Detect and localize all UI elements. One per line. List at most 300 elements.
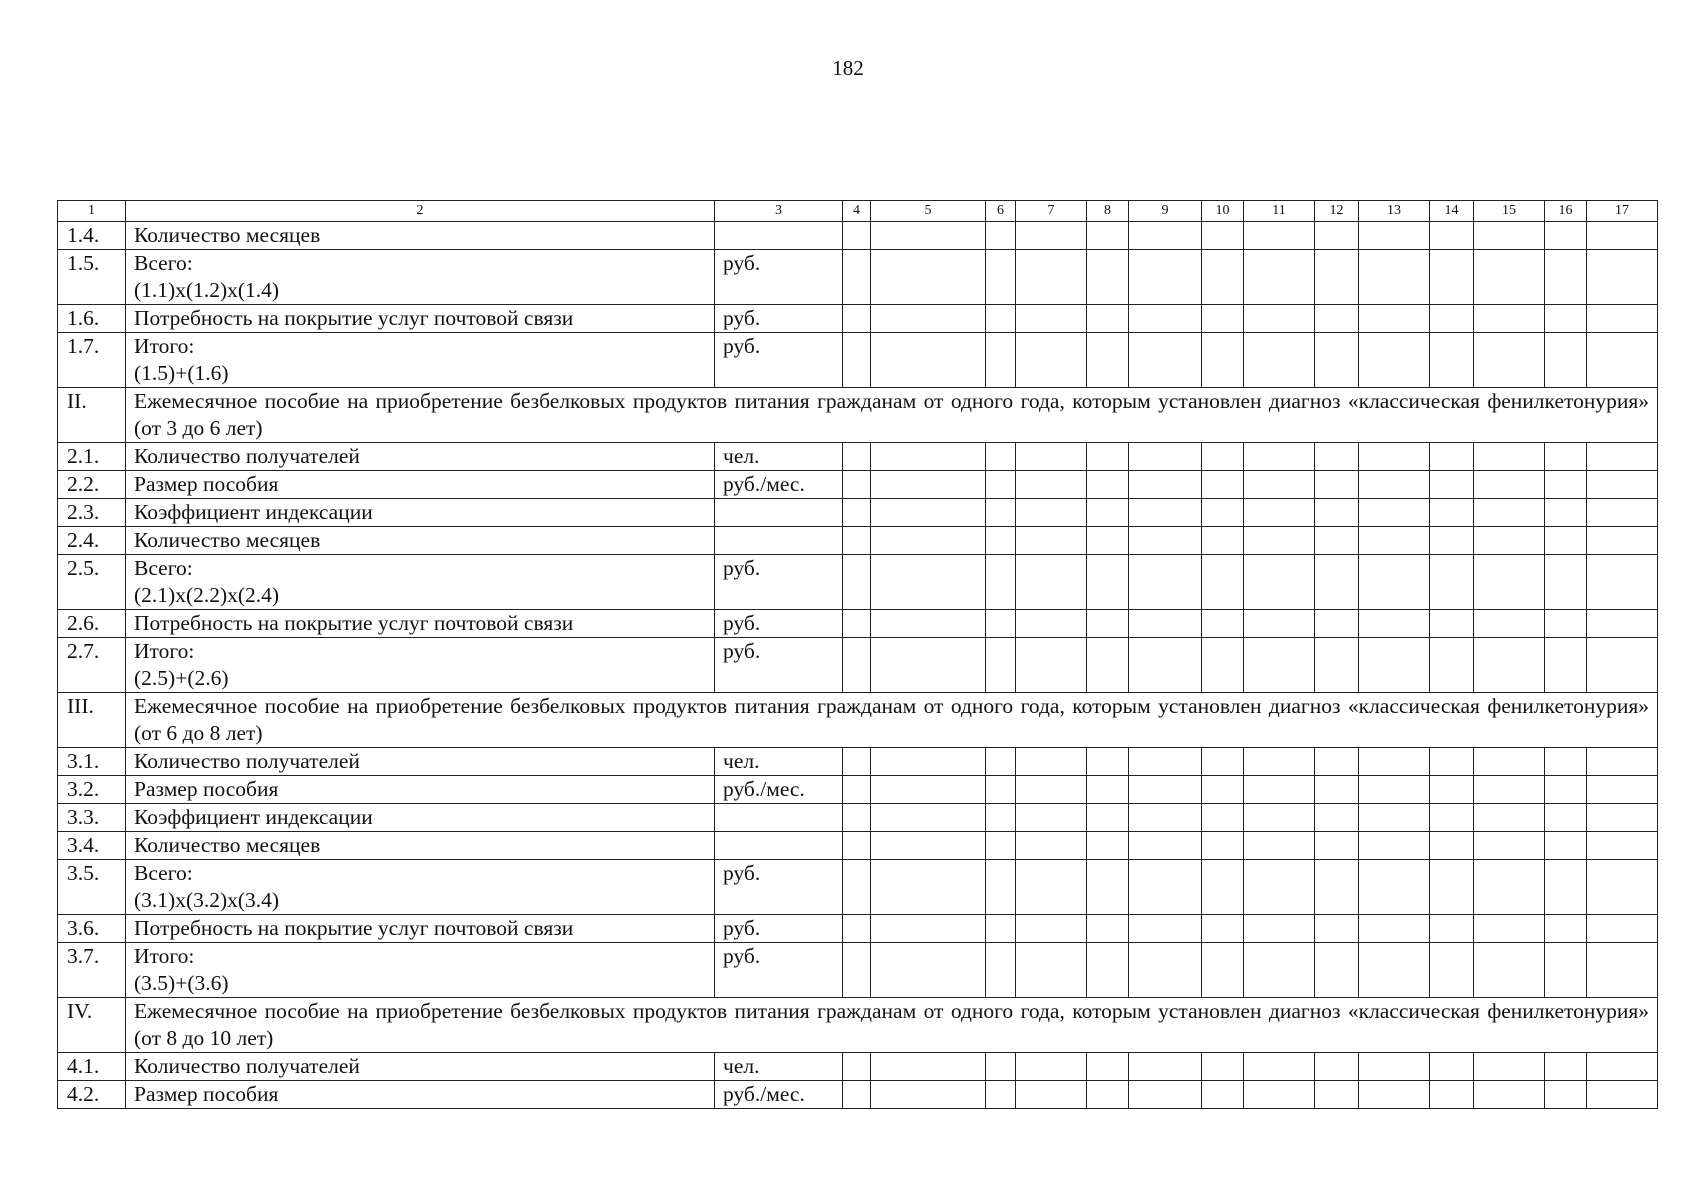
table-row: [58, 776, 1658, 804]
table-row: [58, 250, 1658, 305]
table-row: [58, 305, 1658, 333]
value-cell: [1202, 527, 1244, 555]
value-cell: [1016, 776, 1087, 804]
value-cell: [1129, 804, 1202, 832]
value-cell: [1359, 305, 1430, 333]
value-cell: [843, 748, 871, 776]
value-cell: [1430, 860, 1474, 915]
section-row: [58, 998, 1658, 1053]
table-row: [58, 638, 1658, 693]
unit-cell: руб.: [715, 915, 843, 943]
indicator-name: [126, 748, 715, 776]
value-cell: [1087, 748, 1129, 776]
value-cell: [871, 527, 986, 555]
value-cell: [871, 748, 986, 776]
value-cell: [1359, 333, 1430, 388]
unit-cell: руб.: [715, 860, 843, 915]
value-cell: [1359, 471, 1430, 499]
value-cell: [843, 527, 871, 555]
value-cell: [1587, 748, 1658, 776]
value-cell: [1359, 1081, 1430, 1109]
value-cell: [1244, 610, 1315, 638]
value-cell: [1430, 804, 1474, 832]
value-cell: [1315, 860, 1359, 915]
column-number: 17: [1587, 201, 1658, 222]
value-cell: [1545, 250, 1587, 305]
value-cell: [1202, 943, 1244, 998]
value-cell: [1359, 610, 1430, 638]
value-cell: [1430, 610, 1474, 638]
value-cell: [1545, 610, 1587, 638]
value-cell: [1359, 222, 1430, 250]
value-cell: [1087, 1081, 1129, 1109]
row-number: 1.6.: [58, 305, 126, 333]
value-cell: [1244, 748, 1315, 776]
value-cell: [1129, 305, 1202, 333]
value-cell: [1430, 527, 1474, 555]
indicator-label: Итого:: [134, 334, 195, 358]
value-cell: [843, 832, 871, 860]
value-cell: [986, 499, 1016, 527]
value-cell: [1016, 860, 1087, 915]
table-row: [58, 333, 1658, 388]
value-cell: [1087, 943, 1129, 998]
column-number: 3: [715, 201, 843, 222]
value-cell: [1359, 250, 1430, 305]
value-cell: [871, 499, 986, 527]
value-cell: [1244, 943, 1315, 998]
value-cell: [1545, 222, 1587, 250]
row-number: 2.6.: [58, 610, 126, 638]
value-cell: [1087, 499, 1129, 527]
budget-table: [57, 200, 1658, 1109]
value-cell: [1430, 832, 1474, 860]
indicator-name: [126, 1053, 715, 1081]
value-cell: [1315, 638, 1359, 693]
value-cell: [1244, 222, 1315, 250]
value-cell: [1430, 776, 1474, 804]
value-cell: [1587, 943, 1658, 998]
value-cell: [1315, 943, 1359, 998]
value-cell: [986, 527, 1016, 555]
row-number: 2.7.: [58, 638, 126, 693]
value-cell: [1129, 776, 1202, 804]
column-number: 10: [1202, 201, 1244, 222]
row-number: II.: [58, 388, 126, 443]
value-cell: [1202, 638, 1244, 693]
value-cell: [1087, 1053, 1129, 1081]
value-cell: [1129, 555, 1202, 610]
value-cell: [1474, 305, 1545, 333]
indicator-name: [126, 860, 715, 915]
value-cell: [1129, 333, 1202, 388]
column-number: 13: [1359, 201, 1430, 222]
value-cell: [1016, 333, 1087, 388]
value-cell: [1474, 555, 1545, 610]
value-cell: [1202, 915, 1244, 943]
value-cell: [986, 1081, 1016, 1109]
value-cell: [1474, 776, 1545, 804]
value-cell: [1430, 333, 1474, 388]
value-cell: [1430, 1053, 1474, 1081]
value-cell: [1202, 804, 1244, 832]
value-cell: [1202, 471, 1244, 499]
table-row: [58, 610, 1658, 638]
value-cell: [1202, 860, 1244, 915]
value-cell: [1202, 1053, 1244, 1081]
value-cell: [1545, 776, 1587, 804]
value-cell: [843, 943, 871, 998]
indicator-label: Итого:: [134, 944, 195, 968]
indicator-formula: (1.1)х(1.2)х(1.4): [134, 278, 280, 302]
indicator-name: [126, 943, 715, 998]
value-cell: [1202, 555, 1244, 610]
indicator-label: Количество месяцев: [134, 223, 321, 247]
value-cell: [1359, 804, 1430, 832]
value-cell: [1129, 1053, 1202, 1081]
value-cell: [1087, 776, 1129, 804]
value-cell: [1315, 776, 1359, 804]
value-cell: [1315, 610, 1359, 638]
row-number: 2.5.: [58, 555, 126, 610]
column-number: 5: [871, 201, 986, 222]
value-cell: [1315, 333, 1359, 388]
value-cell: [1315, 832, 1359, 860]
value-cell: [986, 443, 1016, 471]
indicator-label: Коэффициент индексации: [134, 500, 373, 524]
row-number: 3.3.: [58, 804, 126, 832]
value-cell: [1545, 471, 1587, 499]
row-number: 3.4.: [58, 832, 126, 860]
column-number: 12: [1315, 201, 1359, 222]
value-cell: [1315, 222, 1359, 250]
value-cell: [1244, 250, 1315, 305]
value-cell: [986, 305, 1016, 333]
value-cell: [1545, 638, 1587, 693]
indicator-name: [126, 499, 715, 527]
unit-cell: руб.: [715, 250, 843, 305]
value-cell: [1474, 860, 1545, 915]
value-cell: [1016, 610, 1087, 638]
value-cell: [871, 333, 986, 388]
value-cell: [1129, 915, 1202, 943]
value-cell: [1129, 832, 1202, 860]
value-cell: [1587, 915, 1658, 943]
value-cell: [1545, 832, 1587, 860]
indicator-name: [126, 333, 715, 388]
value-cell: [1587, 250, 1658, 305]
indicator-name: [126, 804, 715, 832]
row-number: 4.1.: [58, 1053, 126, 1081]
value-cell: [1016, 222, 1087, 250]
row-number: 2.1.: [58, 443, 126, 471]
value-cell: [1244, 305, 1315, 333]
value-cell: [1545, 527, 1587, 555]
value-cell: [1087, 222, 1129, 250]
value-cell: [1016, 915, 1087, 943]
value-cell: [843, 610, 871, 638]
value-cell: [1587, 804, 1658, 832]
indicator-label: Количество месяцев: [134, 528, 321, 552]
value-cell: [1129, 638, 1202, 693]
table-row: [58, 804, 1658, 832]
value-cell: [1545, 943, 1587, 998]
value-cell: [1087, 832, 1129, 860]
value-cell: [1587, 776, 1658, 804]
section-row: [58, 388, 1658, 443]
indicator-name: [126, 832, 715, 860]
value-cell: [871, 443, 986, 471]
value-cell: [1244, 832, 1315, 860]
value-cell: [843, 804, 871, 832]
value-cell: [871, 943, 986, 998]
column-number: 8: [1087, 201, 1129, 222]
value-cell: [871, 610, 986, 638]
value-cell: [843, 222, 871, 250]
value-cell: [1587, 305, 1658, 333]
indicator-label: Потребность на покрытие услуг почтовой связи: [134, 611, 574, 635]
table-row: [58, 915, 1658, 943]
value-cell: [1087, 527, 1129, 555]
value-cell: [1087, 305, 1129, 333]
indicator-name: [126, 776, 715, 804]
value-cell: [1359, 638, 1430, 693]
value-cell: [1016, 748, 1087, 776]
table-row: [58, 832, 1658, 860]
value-cell: [1244, 499, 1315, 527]
value-cell: [1087, 471, 1129, 499]
value-cell: [986, 860, 1016, 915]
value-cell: [843, 915, 871, 943]
value-cell: [986, 776, 1016, 804]
value-cell: [1474, 1053, 1545, 1081]
value-cell: [1244, 527, 1315, 555]
value-cell: [1016, 527, 1087, 555]
indicator-name: [126, 527, 715, 555]
value-cell: [1016, 943, 1087, 998]
unit-cell: руб.: [715, 333, 843, 388]
value-cell: [1474, 443, 1545, 471]
value-cell: [843, 305, 871, 333]
value-cell: [1129, 499, 1202, 527]
value-cell: [1587, 499, 1658, 527]
value-cell: [871, 222, 986, 250]
unit-cell: чел.: [715, 1053, 843, 1081]
value-cell: [1315, 915, 1359, 943]
unit-cell: чел.: [715, 443, 843, 471]
value-cell: [986, 638, 1016, 693]
indicator-label: Потребность на покрытие услуг почтовой связи: [134, 916, 574, 940]
value-cell: [986, 1053, 1016, 1081]
row-number: 1.5.: [58, 250, 126, 305]
indicator-formula: (1.5)+(1.6): [134, 361, 229, 385]
table-row: [58, 443, 1658, 471]
row-number: 3.7.: [58, 943, 126, 998]
value-cell: [1587, 527, 1658, 555]
value-cell: [1359, 943, 1430, 998]
value-cell: [843, 1053, 871, 1081]
value-cell: [1016, 305, 1087, 333]
value-cell: [1244, 1081, 1315, 1109]
indicator-label: Количество получателей: [134, 1054, 360, 1078]
value-cell: [1016, 443, 1087, 471]
value-cell: [1430, 638, 1474, 693]
value-cell: [1359, 499, 1430, 527]
value-cell: [1129, 527, 1202, 555]
value-cell: [1587, 1081, 1658, 1109]
value-cell: [1016, 499, 1087, 527]
unit-cell: руб.: [715, 610, 843, 638]
value-cell: [1545, 555, 1587, 610]
value-cell: [1202, 1081, 1244, 1109]
value-cell: [1359, 1053, 1430, 1081]
value-cell: [1430, 222, 1474, 250]
value-cell: [1587, 1053, 1658, 1081]
value-cell: [1545, 1053, 1587, 1081]
value-cell: [871, 250, 986, 305]
value-cell: [1430, 1081, 1474, 1109]
value-cell: [1474, 333, 1545, 388]
value-cell: [1202, 776, 1244, 804]
value-cell: [1315, 527, 1359, 555]
value-cell: [1244, 915, 1315, 943]
table-row: [58, 748, 1658, 776]
value-cell: [1129, 250, 1202, 305]
row-number: 3.1.: [58, 748, 126, 776]
value-cell: [1087, 555, 1129, 610]
row-number: 3.5.: [58, 860, 126, 915]
value-cell: [986, 610, 1016, 638]
value-cell: [1202, 499, 1244, 527]
value-cell: [1545, 860, 1587, 915]
indicator-name: [126, 610, 715, 638]
value-cell: [1244, 443, 1315, 471]
section-title: Ежемесячное пособие на приобретение безбелковых продуктов питания гражданам от одного года, которым установлен диагноз «классическая фенилкетонурия» (от 8 до 10 лет): [126, 998, 1658, 1053]
value-cell: [843, 638, 871, 693]
section-row: [58, 693, 1658, 748]
indicator-name: [126, 305, 715, 333]
value-cell: [843, 1081, 871, 1109]
value-cell: [1474, 943, 1545, 998]
row-number: 3.6.: [58, 915, 126, 943]
value-cell: [1430, 915, 1474, 943]
indicator-formula: (3.1)х(3.2)х(3.4): [134, 888, 280, 912]
column-number: 4: [843, 201, 871, 222]
section-title: Ежемесячное пособие на приобретение безбелковых продуктов питания гражданам от одного года, которым установлен диагноз «классическая фенилкетонурия» (от 6 до 8 лет): [126, 693, 1658, 748]
value-cell: [1315, 305, 1359, 333]
unit-cell: [715, 804, 843, 832]
row-number: III.: [58, 693, 126, 748]
value-cell: [1587, 610, 1658, 638]
indicator-label: Количество получателей: [134, 749, 360, 773]
page-number: 182: [832, 56, 864, 80]
value-cell: [1587, 555, 1658, 610]
column-number: 16: [1545, 201, 1587, 222]
value-cell: [986, 471, 1016, 499]
value-cell: [1430, 250, 1474, 305]
column-number: 7: [1016, 201, 1087, 222]
value-cell: [1016, 1081, 1087, 1109]
value-cell: [871, 804, 986, 832]
value-cell: [1202, 305, 1244, 333]
indicator-formula: (2.5)+(2.6): [134, 666, 229, 690]
value-cell: [843, 555, 871, 610]
indicator-name: [126, 638, 715, 693]
value-cell: [1202, 748, 1244, 776]
indicator-label: Итого:: [134, 639, 195, 663]
value-cell: [1474, 915, 1545, 943]
value-cell: [1587, 860, 1658, 915]
indicator-label: Коэффициент индексации: [134, 805, 373, 829]
table-row: [58, 943, 1658, 998]
indicator-label: Размер пособия: [134, 1082, 279, 1106]
value-cell: [843, 443, 871, 471]
value-cell: [1359, 776, 1430, 804]
row-number: 1.4.: [58, 222, 126, 250]
value-cell: [1087, 638, 1129, 693]
value-cell: [1244, 555, 1315, 610]
value-cell: [1474, 527, 1545, 555]
value-cell: [1474, 1081, 1545, 1109]
row-number: 2.4.: [58, 527, 126, 555]
indicator-name: [126, 222, 715, 250]
value-cell: [1016, 250, 1087, 305]
value-cell: [1315, 1081, 1359, 1109]
value-cell: [1474, 250, 1545, 305]
value-cell: [986, 748, 1016, 776]
unit-cell: руб.: [715, 638, 843, 693]
value-cell: [1129, 748, 1202, 776]
value-cell: [1129, 943, 1202, 998]
value-cell: [843, 776, 871, 804]
value-cell: [843, 250, 871, 305]
value-cell: [1430, 748, 1474, 776]
value-cell: [871, 776, 986, 804]
table-row: [58, 527, 1658, 555]
indicator-formula: (3.5)+(3.6): [134, 971, 229, 995]
value-cell: [1430, 471, 1474, 499]
value-cell: [986, 250, 1016, 305]
value-cell: [1129, 610, 1202, 638]
value-cell: [1244, 804, 1315, 832]
indicator-name: [126, 443, 715, 471]
unit-cell: руб.: [715, 943, 843, 998]
indicator-label: Размер пособия: [134, 777, 279, 801]
value-cell: [1545, 748, 1587, 776]
value-cell: [1474, 748, 1545, 776]
value-cell: [1315, 499, 1359, 527]
value-cell: [1545, 499, 1587, 527]
value-cell: [1016, 804, 1087, 832]
value-cell: [1129, 1081, 1202, 1109]
value-cell: [1016, 471, 1087, 499]
indicator-label: Потребность на покрытие услуг почтовой связи: [134, 306, 574, 330]
unit-cell: [715, 527, 843, 555]
value-cell: [986, 555, 1016, 610]
table-row: [58, 499, 1658, 527]
value-cell: [1315, 804, 1359, 832]
section-title: Ежемесячное пособие на приобретение безбелковых продуктов питания гражданам от одного года, которым установлен диагноз «классическая фенилкетонурия» (от 3 до 6 лет): [126, 388, 1658, 443]
unit-cell: чел.: [715, 748, 843, 776]
value-cell: [871, 832, 986, 860]
value-cell: [1587, 471, 1658, 499]
value-cell: [1315, 471, 1359, 499]
table-row: [58, 555, 1658, 610]
value-cell: [871, 305, 986, 333]
value-cell: [1587, 832, 1658, 860]
indicator-label: Размер пособия: [134, 472, 279, 496]
indicator-name: [126, 555, 715, 610]
